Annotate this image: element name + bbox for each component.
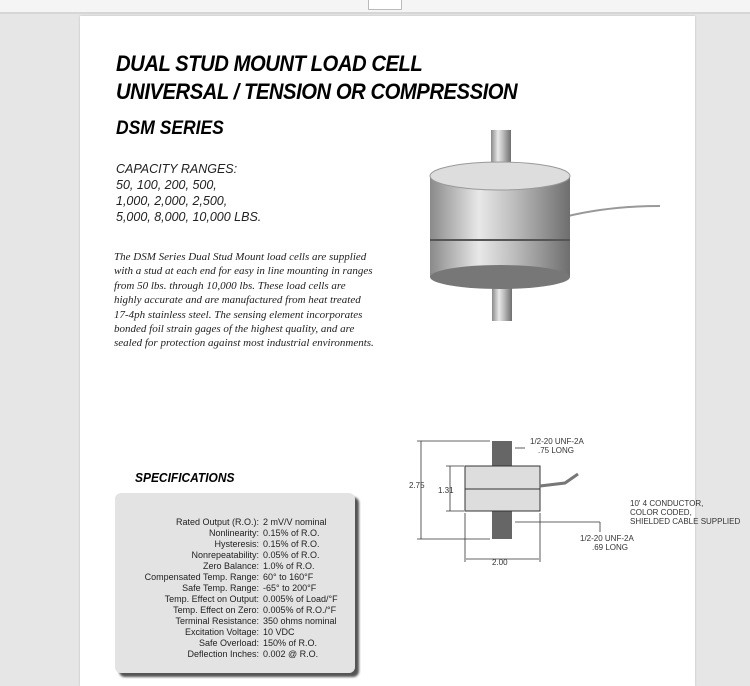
svg-text:10' 4 CONDUCTOR,: 10' 4 CONDUCTOR,: [630, 499, 704, 508]
viewer-toolbar: [0, 0, 750, 14]
spec-label: Deflection Inches:: [187, 649, 259, 659]
svg-text:2.75: 2.75: [409, 481, 425, 490]
spec-value: 350 ohms nominal: [263, 616, 337, 626]
svg-text:.75 LONG: .75 LONG: [538, 446, 575, 455]
svg-text:1/2-20 UNF-2A: 1/2-20 UNF-2A: [530, 437, 584, 446]
description: The DSM Series Dual Stud Mount load cells are supplied with a stud at each end for easy in line mounting in ranges from 50 lbs. through 10,000 lbs. These load cells are highly accurate and are manufactured from heat treated 17-4ph stainless steel. The sensing element incorporates bonded foil strain gages of the highest quality, and are sealed for protection against most industrial environments.: [114, 251, 374, 350]
spec-value: 0.15% of R.O.: [263, 528, 320, 538]
spec-label: Hysteresis:: [214, 539, 259, 549]
svg-text:COLOR CODED,: COLOR CODED,: [630, 508, 692, 517]
spec-label: Nonrepeatability:: [191, 550, 259, 560]
svg-text:1.31: 1.31: [438, 486, 454, 495]
spec-value: 0.15% of R.O.: [263, 539, 320, 549]
spec-value: 10 VDC: [263, 627, 295, 637]
spec-label: Temp. Effect on Output:: [164, 594, 259, 604]
load-cell-photo: [410, 136, 670, 346]
spec-label: Safe Overload:: [198, 638, 259, 648]
specifications-heading: SPECIFICATIONS: [135, 470, 235, 485]
svg-text:.69 LONG: .69 LONG: [592, 543, 629, 552]
spec-value: -65° to 200°F: [263, 583, 317, 593]
spec-value: 1.0% of R.O.: [263, 561, 315, 571]
title: DUAL STUD MOUNT LOAD CELL UNIVERSAL / TENSION OR COMPRESSION: [116, 51, 518, 104]
series-title: DSM SERIES: [116, 118, 224, 139]
specifications-table: [115, 493, 355, 673]
spec-label: Terminal Resistance:: [175, 616, 259, 626]
spec-value: 60° to 160°F: [263, 572, 314, 582]
spec-value: 0.005% of R.O./°F: [263, 605, 337, 615]
spec-value: 2 mV/V nominal: [263, 517, 327, 527]
dimension-drawing: [400, 416, 741, 567]
spec-label: Zero Balance:: [202, 561, 259, 571]
spec-label: Excitation Voltage:: [184, 627, 259, 637]
svg-text:2.00: 2.00: [492, 558, 508, 567]
spec-label: Safe Temp. Range:: [182, 583, 259, 593]
spec-value: 0.005% of Load/°F: [263, 594, 338, 604]
spec-label: Rated Output (R.O.):: [175, 517, 259, 527]
svg-text:1/2-20 UNF-2A: 1/2-20 UNF-2A: [580, 534, 634, 543]
spec-label: Nonlinearity:: [208, 528, 259, 538]
spec-label: Compensated Temp. Range:: [144, 572, 259, 582]
spec-value: 0.002 @ R.O.: [263, 649, 319, 659]
svg-text:SHIELDED CABLE SUPPLIED: SHIELDED CABLE SUPPLIED: [630, 517, 741, 526]
document-page: [80, 16, 741, 686]
spec-value: 0.05% of R.O.: [263, 550, 320, 560]
spec-value: 150% of R.O.: [263, 638, 318, 648]
page-number-input[interactable]: [368, 0, 402, 10]
capacity-ranges: CAPACITY RANGES: 50, 100, 200, 500, 1,000, 2,000, 2,500, 5,000, 8,000, 10,000 LBS.: [116, 162, 262, 224]
spec-label: Temp. Effect on Zero:: [173, 605, 259, 615]
